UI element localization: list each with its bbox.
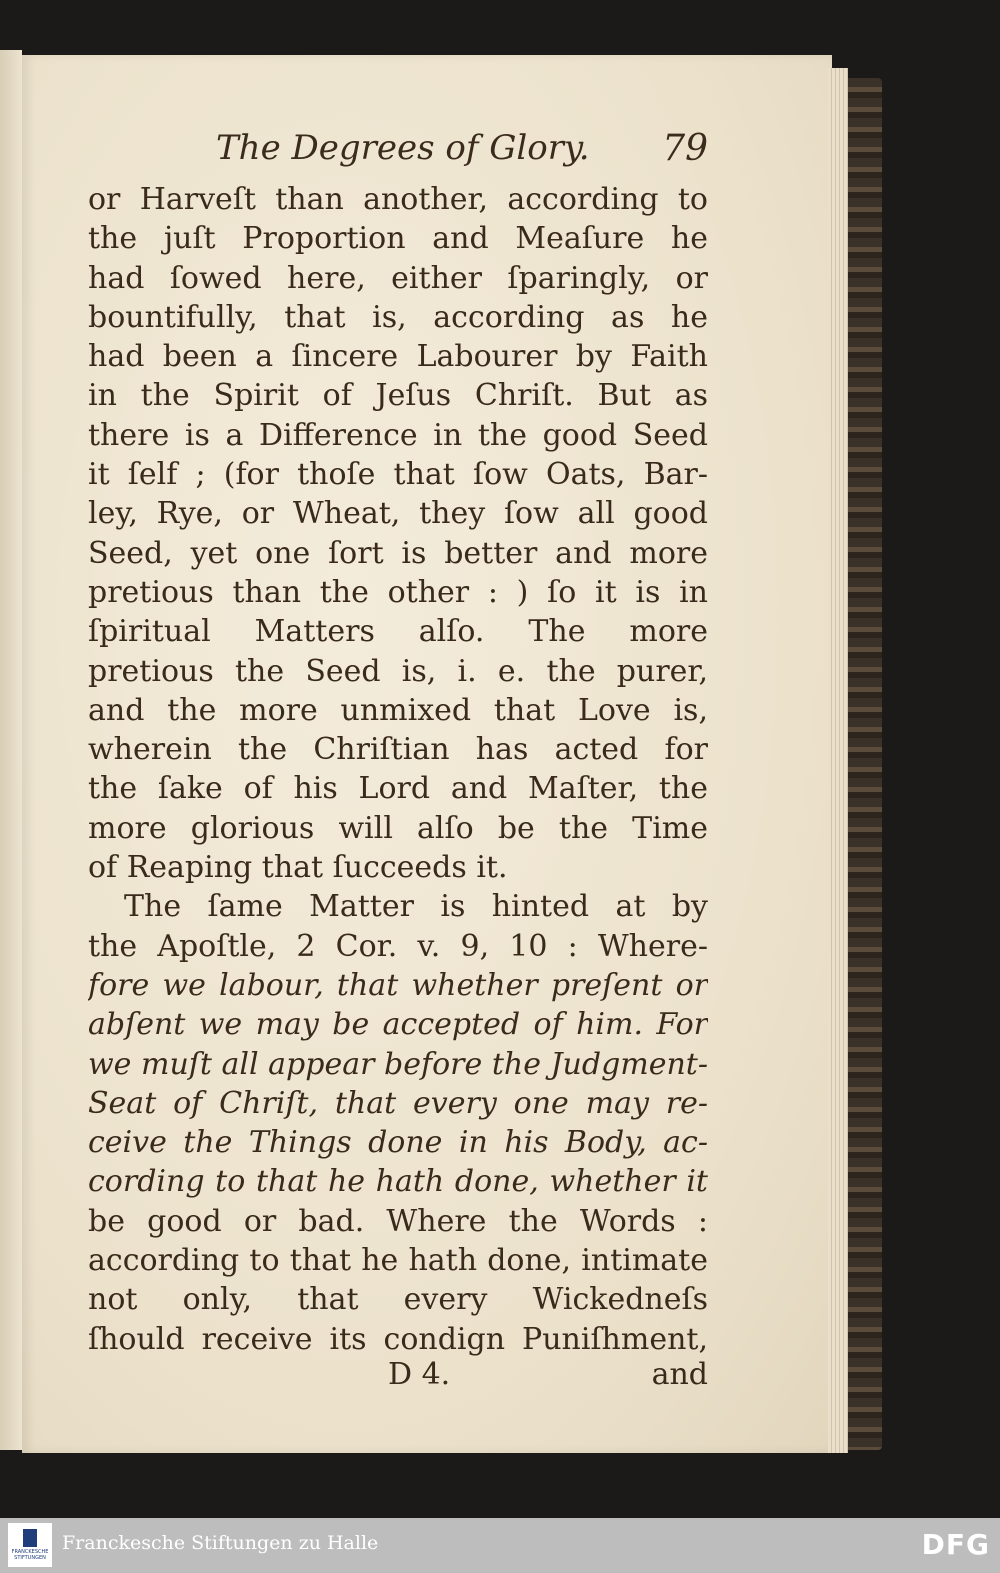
text-line: ſhould receive its condign Puniſhment,	[88, 1321, 708, 1357]
text-line: bountifully, that is, according as he	[88, 299, 708, 335]
text-line: Seat of Chriſt, that every one may re-	[88, 1085, 708, 1121]
text-line: Seed, yet one ſort is better and more	[88, 535, 708, 571]
text-line: according to that he hath done, intimate	[88, 1243, 708, 1279]
text-line: wherein the Chriſtian has acted for	[88, 732, 708, 768]
text-line: in the Spirit of Jeſus Chriſt. But as	[88, 378, 708, 414]
text-line: fore we labour, that whether preſent or	[88, 967, 708, 1003]
text-line: had been a ſincere Labourer by Faith	[88, 339, 708, 375]
text-line: of Reaping that ſucceeds it.	[88, 850, 508, 886]
text-line: The ſame Matter is hinted at by	[124, 889, 708, 925]
text-line: ſpiritual Matters alſo. The more	[88, 614, 708, 650]
text-line: had ſowed here, either ſparingly, or	[88, 260, 708, 296]
page-edges	[828, 68, 848, 1453]
institution-logo[interactable]	[8, 1523, 52, 1567]
text-line: not only, that every Wickedneſs	[88, 1282, 708, 1318]
signature-mark: D 4.	[388, 1357, 451, 1392]
text-line: abſent we may be accepted of him. For	[88, 1007, 708, 1043]
body-text	[88, 180, 708, 1359]
text-line: it ſelf ; (for thoſe that ſow Oats, Bar-	[88, 457, 708, 493]
left-page-edge	[0, 50, 22, 1450]
text-line: the ſake of his Lord and Maſter, the	[88, 771, 708, 807]
running-head: The Degrees of Glory.	[216, 128, 590, 168]
text-line: we muſt all appear before the Judgment-	[88, 1046, 708, 1082]
dfg-logo[interactable]: DFG	[921, 1528, 990, 1561]
logo-building-icon	[23, 1529, 37, 1547]
text-line: be good or bad. Where the Words :	[88, 1203, 708, 1239]
text-line: there is a Difference in the good Seed	[88, 417, 708, 453]
text-line: ley, Rye, or Wheat, they ſow all good	[88, 496, 708, 532]
text-line: the juſt Proportion and Meaſure he	[88, 221, 708, 257]
text-line: or Harveſt than another, according to	[88, 182, 708, 217]
book-binding	[848, 78, 882, 1450]
text-line: the Apoſtle, 2 Cor. v. 9, 10 : Where-	[88, 928, 708, 964]
text-line: pretious than the other : ) ſo it is in	[88, 574, 708, 610]
institution-name[interactable]: Franckesche Stiftungen zu Halle	[62, 1532, 379, 1554]
text-line: cording to that he hath done, whether it	[88, 1164, 708, 1200]
logo-text: FRANCKESCHE STIFTUNGEN	[11, 1549, 49, 1561]
text-line: ceive the Things done in his Body, ac-	[88, 1125, 708, 1161]
catchword: and	[651, 1357, 708, 1392]
page-number: 79	[662, 128, 708, 169]
page-foot	[88, 1357, 708, 1397]
text-line: pretious the Seed is, i. e. the purer,	[88, 653, 708, 689]
page-header	[88, 128, 708, 174]
text-line: and the more unmixed that Love is,	[88, 692, 708, 728]
viewer-footer	[0, 1518, 1000, 1573]
text-line: more glorious will alſo be the Time	[88, 810, 708, 846]
